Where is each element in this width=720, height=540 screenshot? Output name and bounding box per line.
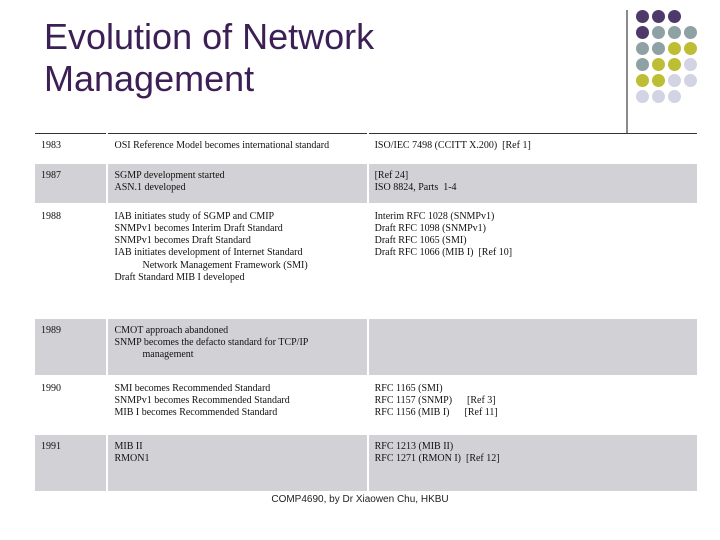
slide-title (44, 16, 374, 100)
event-cell (107, 204, 367, 318)
reference-line: Draft RFC 1066 (MIB I) [Ref 10] (374, 247, 513, 259)
year-cell: 1990 (35, 376, 107, 434)
year-cell: 1991 (35, 434, 107, 492)
event-line: SNMPv1 becomes Interim Draft Standard (114, 222, 283, 234)
slide-title-line-2: Management (44, 58, 255, 99)
decorative-dot (652, 90, 665, 103)
decorative-dot-grid (636, 10, 720, 120)
table-row (35, 318, 697, 376)
decorative-dot (668, 42, 681, 55)
event-line: management (142, 349, 194, 361)
event-line: SGMP development started (114, 169, 225, 181)
event-line: IAB initiates study of SGMP and CMIP (114, 210, 275, 222)
decorative-dot (684, 58, 697, 71)
table-row (35, 134, 697, 163)
year-cell: 1989 (35, 318, 107, 376)
event-line: SMI becomes Recommended Standard (114, 382, 271, 394)
decorative-vertical-line (626, 10, 628, 133)
event-line: OSI Reference Model becomes international standard (114, 140, 330, 151)
reference-cell (368, 134, 697, 163)
year-cell: 1988 (35, 204, 107, 318)
event-line: CMOT approach abandoned (114, 324, 229, 336)
reference-line: RFC 1165 (SMI) (374, 382, 443, 394)
slide-footer: COMP4690, by Dr Xiaowen Chu, HKBU (271, 494, 449, 505)
event-line: MIB II (114, 440, 143, 452)
reference-line: ISO 8824, Parts 1-4 (374, 181, 457, 193)
decorative-dot (668, 10, 681, 23)
decorative-dot (668, 58, 681, 71)
decorative-dot (636, 26, 649, 39)
reference-cell (368, 318, 697, 376)
year-cell: 1983 (35, 134, 107, 163)
decorative-dot (636, 90, 649, 103)
event-line: Draft Standard MIB I developed (114, 271, 245, 283)
decorative-dot (652, 58, 665, 71)
decorative-dot (684, 26, 697, 39)
table-row (35, 163, 697, 204)
decorative-dot (636, 74, 649, 87)
table-row (35, 204, 697, 318)
reference-line: [Ref 24] (374, 169, 409, 181)
reference-line: Interim RFC 1028 (SNMPv1) (374, 210, 495, 222)
reference-line: Draft RFC 1065 (SMI) (374, 235, 467, 247)
year-cell: 1987 (35, 163, 107, 204)
event-line: ASN.1 developed (114, 181, 186, 193)
reference-line: RFC 1271 (RMON I) [Ref 12] (374, 452, 500, 464)
decorative-dot (652, 10, 665, 23)
event-line: Network Management Framework (SMI) (142, 259, 308, 271)
reference-line: ISO/IEC 7498 (CCITT X.200) [Ref 1] (374, 140, 531, 151)
table-row (35, 434, 697, 492)
reference-line: RFC 1157 (SNMP) [Ref 3] (374, 394, 496, 406)
decorative-dot (652, 26, 665, 39)
event-line: RMON1 (114, 452, 150, 464)
decorative-dot (636, 42, 649, 55)
reference-line: RFC 1156 (MIB I) [Ref 11] (374, 407, 498, 419)
decorative-dot (668, 90, 681, 103)
event-line: SNMPv1 becomes Draft Standard (114, 235, 251, 247)
event-line: SNMPv1 becomes Recommended Standard (114, 394, 290, 406)
evolution-table (35, 133, 697, 493)
reference-cell (368, 434, 697, 492)
decorative-dot (636, 58, 649, 71)
decorative-dot (684, 42, 697, 55)
event-cell (107, 434, 367, 492)
decorative-dot (636, 10, 649, 23)
event-cell (107, 163, 367, 204)
event-cell (107, 134, 367, 163)
reference-cell (368, 204, 697, 318)
reference-line: Draft RFC 1098 (SNMPv1) (374, 222, 486, 234)
reference-line: RFC 1213 (MIB II) (374, 440, 454, 452)
decorative-dot (668, 26, 681, 39)
table-row (35, 376, 697, 434)
event-line: SNMP becomes the defacto standard for TCP/IP (114, 336, 309, 348)
decorative-dot (652, 74, 665, 87)
reference-cell (368, 163, 697, 204)
decorative-dot (684, 74, 697, 87)
reference-cell (368, 376, 697, 434)
event-line: MIB I becomes Recommended Standard (114, 407, 278, 419)
event-line: IAB initiates development of Internet Standard (114, 247, 303, 259)
event-cell (107, 376, 367, 434)
decorative-dot (668, 74, 681, 87)
slide-title-line-1: Evolution of Network (44, 16, 375, 57)
event-cell (107, 318, 367, 376)
decorative-dot (652, 42, 665, 55)
